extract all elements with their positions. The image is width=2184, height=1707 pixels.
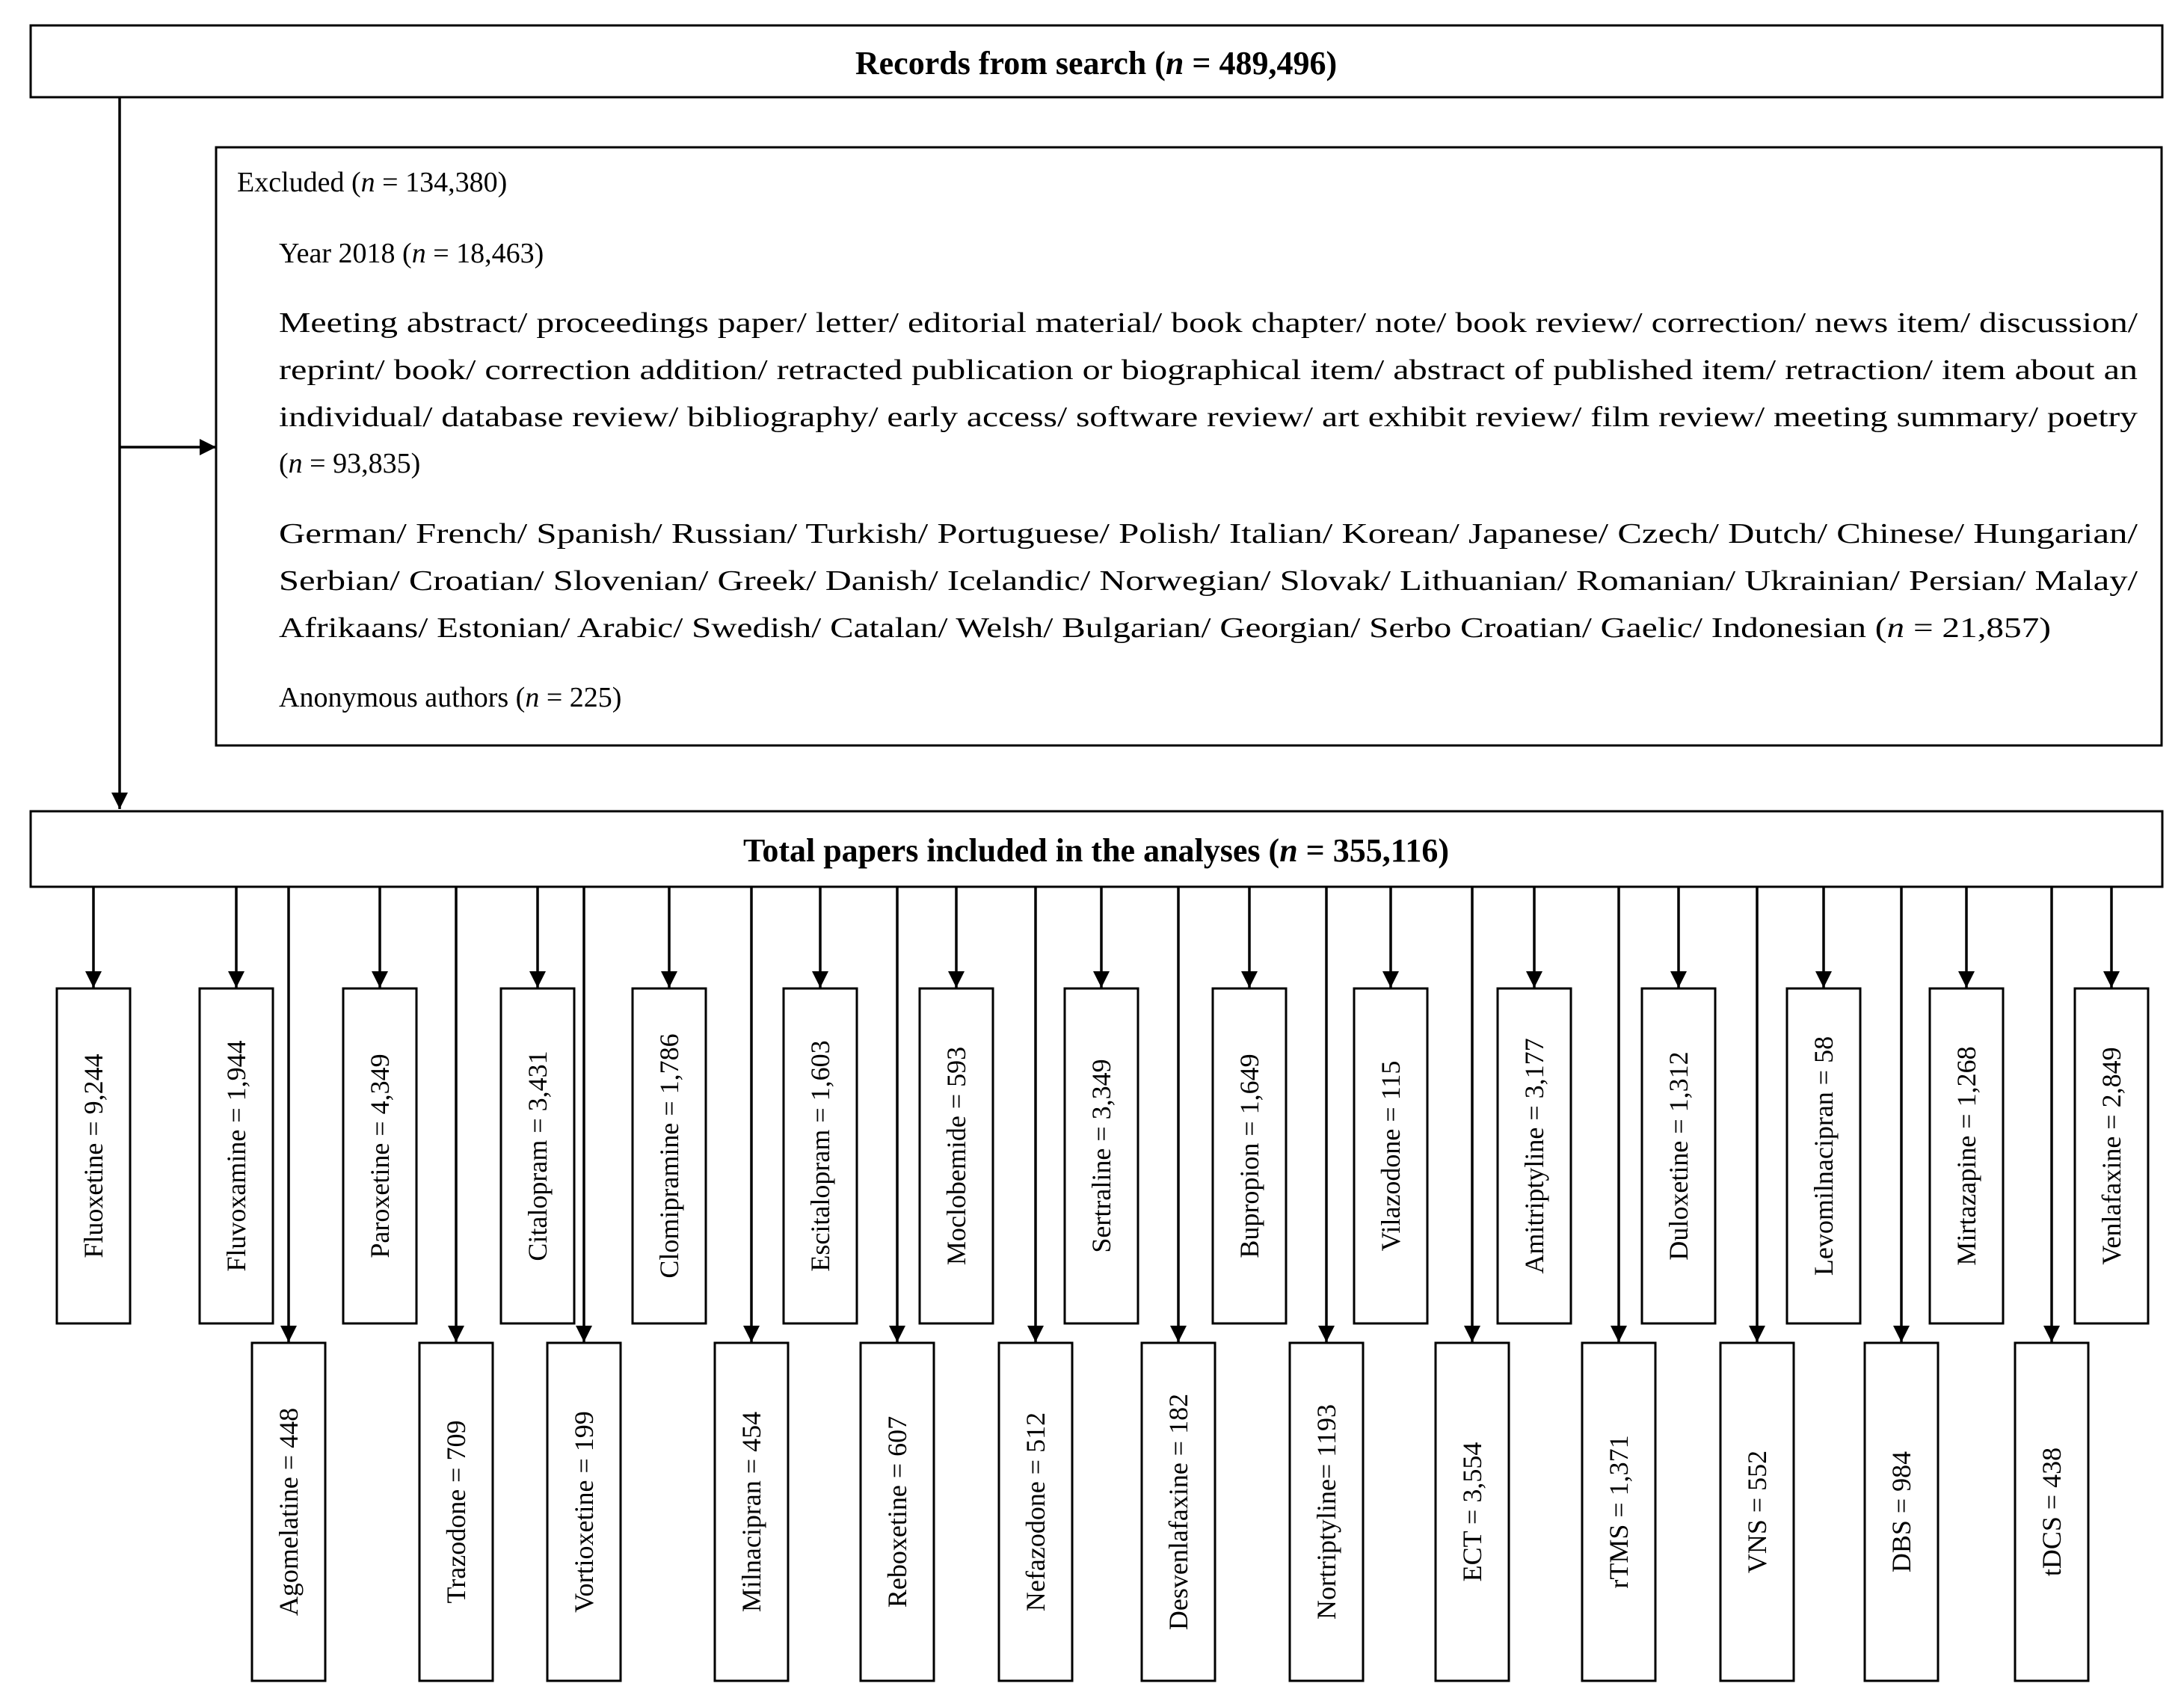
excluded-languages-line-2: Serbian/ Croatian/ Slovenian/ Greek/ Danish/ Icelandic/ Norwegian/ Slovak/ Lithuanian/ Romanian/ Ukrainian/ Persian/ Malay/ bbox=[279, 565, 2138, 597]
bottom_row-box bbox=[1720, 1343, 1794, 1681]
bottom_row-box bbox=[2015, 1343, 2088, 1681]
bottom_row-label: DBS = 984 bbox=[1886, 1451, 1916, 1573]
top_row-label: Levomilnacipran = 58 bbox=[1809, 1036, 1839, 1276]
bottom_row-box bbox=[715, 1343, 788, 1681]
excluded-doctypes-count: (n = 93,835) bbox=[279, 448, 421, 479]
top_row-label: Paroxetine = 4,349 bbox=[365, 1054, 395, 1258]
bottom_row-box bbox=[861, 1343, 934, 1681]
top_row-box bbox=[1354, 988, 1427, 1323]
top_row-label: Fluvoxamine = 1,944 bbox=[221, 1040, 251, 1272]
top_row-label: Moclobemide = 593 bbox=[941, 1046, 971, 1266]
top_row-box bbox=[2075, 988, 2148, 1323]
bottom_row-label: Vortioxetine = 199 bbox=[569, 1411, 599, 1613]
excluded-doctypes-line-3: individual/ database review/ bibliography/ early access/ software review/ art exhibit review/ film review/ meeting summary/ poetry bbox=[279, 402, 2138, 433]
bottom_row-box bbox=[1582, 1343, 1655, 1681]
top_row-label: Mirtazapine = 1,268 bbox=[1951, 1046, 1981, 1266]
top_row-box bbox=[1213, 988, 1286, 1323]
bottom_row-label: Agomelatine = 448 bbox=[274, 1407, 304, 1617]
excluded-year: Year 2018 (n = 18,463) bbox=[279, 238, 544, 269]
bottom_row-box bbox=[1436, 1343, 1509, 1681]
bottom_row-label: Desvenlafaxine = 182 bbox=[1163, 1393, 1193, 1631]
top_row-box bbox=[1642, 988, 1715, 1323]
top_row-box bbox=[343, 988, 416, 1323]
excluded-languages-line-1: German/ French/ Spanish/ Russian/ Turkish/ Portuguese/ Polish/ Italian/ Korean/ Japanese/ Czech/ Dutch/ Chinese/ Hungarian/ bbox=[279, 518, 2138, 550]
top_row-label: Escitalopram = 1,603 bbox=[805, 1040, 835, 1272]
bottom_row-label: VNS = 552 bbox=[1742, 1450, 1772, 1574]
top_row-label: Citalopram = 3,431 bbox=[523, 1051, 553, 1261]
bottom_row-label: Reboxetine = 607 bbox=[882, 1415, 912, 1608]
bottom_row-label: rTMS = 1,371 bbox=[1604, 1435, 1634, 1589]
bottom_row-box bbox=[1290, 1343, 1363, 1681]
excluded-doctypes-line-1: Meeting abstract/ proceedings paper/ letter/ editorial material/ book chapter/ note/ book review/ correction/ news item/ discussion/ bbox=[279, 307, 2138, 339]
bottom_row-box bbox=[252, 1343, 325, 1681]
top_row-label: Vilazodone = 115 bbox=[1376, 1060, 1406, 1252]
top_row-box bbox=[1065, 988, 1138, 1323]
excluded-languages-line-3: Afrikaans/ Estonian/ Arabic/ Swedish/ Catalan/ Welsh/ Bulgarian/ Georgian/ Serbo Croatian/ Gaelic/ Indonesian ( n = 21,857) bbox=[279, 612, 2022, 644]
bottom_row-box bbox=[1142, 1343, 1215, 1681]
top_row-label: Sertraline = 3,349 bbox=[1086, 1059, 1116, 1253]
top_row-label: Duloxetine = 1,312 bbox=[1664, 1051, 1694, 1261]
top_row-box bbox=[1930, 988, 2003, 1323]
bottom_row-box bbox=[419, 1343, 493, 1681]
bottom_row-box bbox=[547, 1343, 621, 1681]
bottom_row-label: Nefazodone = 512 bbox=[1021, 1412, 1051, 1612]
top_row-box bbox=[1498, 988, 1571, 1323]
records-box bbox=[31, 25, 2162, 97]
bottom_row-label: Trazodone = 709 bbox=[441, 1420, 471, 1604]
excluded-title: Excluded (n = 134,380) bbox=[237, 167, 508, 198]
total-label: Total papers included in the analyses (n = 355,116) bbox=[743, 832, 1449, 869]
excluded-box bbox=[216, 147, 2162, 745]
top_row-label: Venlafaxine = 2,849 bbox=[2097, 1047, 2126, 1265]
top_row-box bbox=[200, 988, 273, 1323]
top_row-label: Clomipramine = 1,786 bbox=[654, 1033, 684, 1279]
top_row-box bbox=[784, 988, 857, 1323]
top_row-label: Fluoxetine = 9,244 bbox=[79, 1054, 108, 1258]
excluded-doctypes-line-2: reprint/ book/ correction addition/ retracted publication or biographical item/ abstract of published item/ retraction/ item about an bbox=[279, 354, 2138, 386]
top_row-label: Amitriptyline = 3,177 bbox=[1519, 1038, 1549, 1274]
bottom_row-label: Nortriptyline= 1193 bbox=[1311, 1404, 1341, 1620]
top_row-box bbox=[920, 988, 993, 1323]
total-box bbox=[31, 811, 2162, 887]
excluded-anonymous: Anonymous authors (n = 225) bbox=[279, 682, 622, 713]
top_row-box bbox=[57, 988, 130, 1323]
bottom_row-box bbox=[1865, 1343, 1938, 1681]
top_row-label: Bupropion = 1,649 bbox=[1234, 1054, 1264, 1258]
bottom_row-label: Milnacipran = 454 bbox=[736, 1411, 766, 1613]
treatment-boxes bbox=[57, 887, 2148, 1681]
top_row-box bbox=[633, 988, 706, 1323]
bottom_row-label: tDCS = 438 bbox=[2037, 1447, 2067, 1577]
top_row-box bbox=[1787, 988, 1860, 1323]
bottom_row-box bbox=[999, 1343, 1072, 1681]
bottom_row-label: ECT = 3,554 bbox=[1457, 1442, 1487, 1582]
top_row-box bbox=[501, 988, 574, 1323]
records-label: Records from search (n = 489,496) bbox=[855, 45, 1338, 81]
